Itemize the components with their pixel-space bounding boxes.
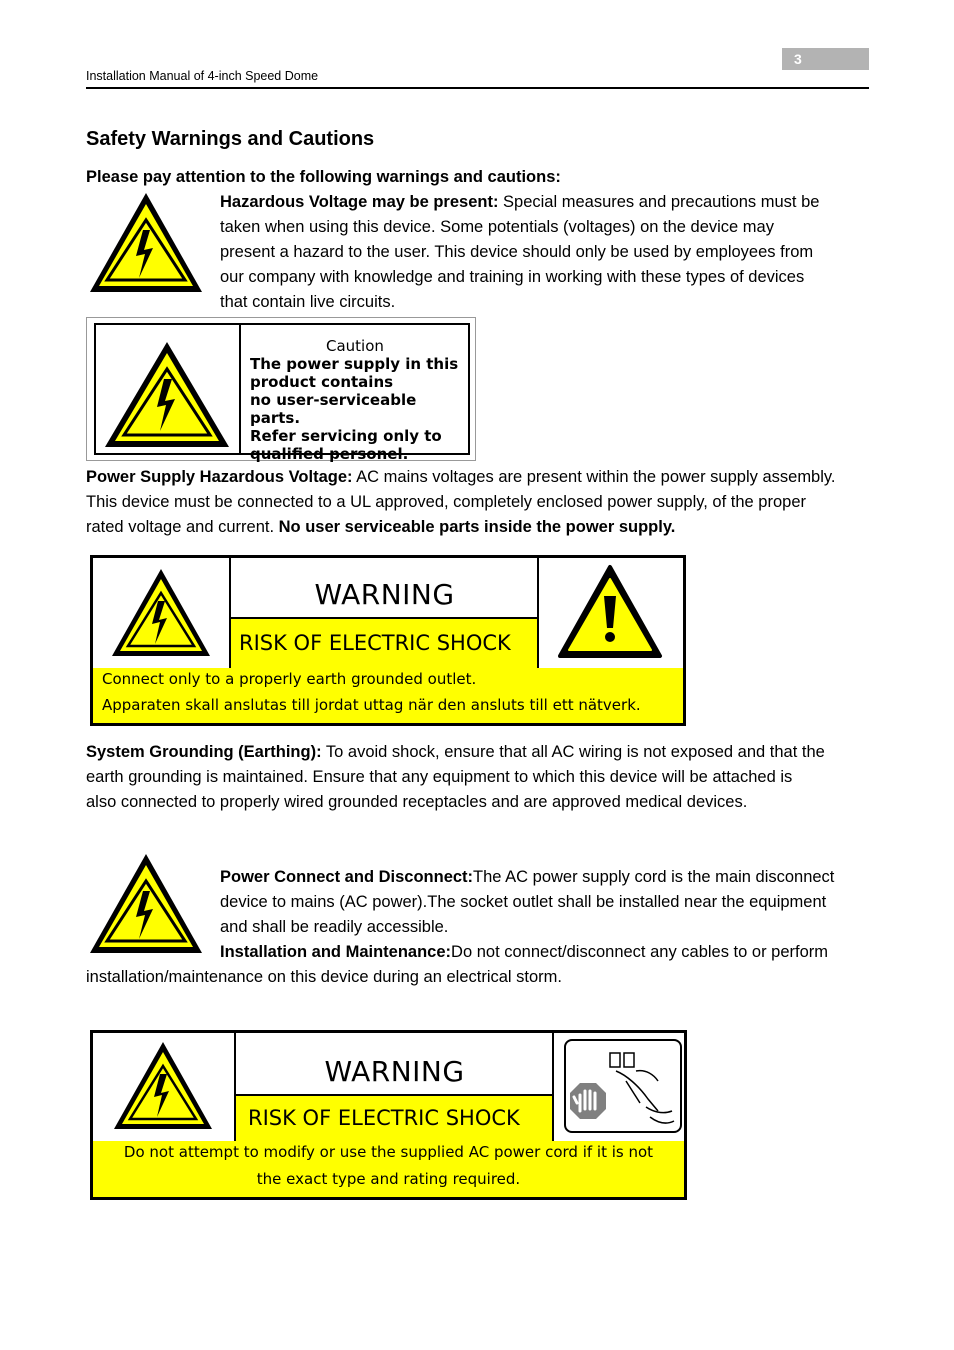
risk-of-shock-banner xyxy=(236,1096,553,1141)
header-rule xyxy=(86,87,869,89)
power-cord-note-line-1: Do not attempt to modify or use the supplied AC power cord if it is not xyxy=(123,1143,654,1161)
caution-line-2: product contains xyxy=(250,373,394,391)
grounding-line-2: earth grounding is maintained. Ensure that any equipment to which this device will be attached is xyxy=(86,768,793,786)
risk-text: RISK OF ELECTRIC SHOCK xyxy=(239,631,511,655)
grounding-label: System Grounding (Earthing): xyxy=(86,743,322,761)
hazardous-voltage-paragraph xyxy=(220,190,870,315)
power-connect-paragraph xyxy=(220,865,880,965)
high-voltage-triangle-icon xyxy=(109,566,213,660)
caution-label xyxy=(86,317,476,461)
caution-line-3: no user-serviceable parts. xyxy=(250,391,417,427)
hazardous-voltage-line-1: Special measures and precautions must be xyxy=(498,193,820,211)
hazardous-voltage-line-4: our company with knowledge and training in working with these types of devices xyxy=(220,268,805,286)
high-voltage-triangle-icon xyxy=(102,339,232,451)
warning-heading: WARNING xyxy=(324,1055,465,1088)
hazardous-voltage-label: Hazardous Voltage may be present: xyxy=(220,193,499,211)
caution-line-5: qualified personel. xyxy=(250,445,409,463)
installation-line-2: installation/maintenance on this device during an electrical storm. xyxy=(86,968,563,986)
stop-hand-plug-icon xyxy=(564,1039,682,1133)
caution-line-1: The power supply in this xyxy=(250,355,459,373)
power-cord-note-line-2: the exact type and rating required. xyxy=(256,1170,521,1188)
risk-of-shock-banner xyxy=(231,619,538,668)
power-supply-paragraph xyxy=(86,465,876,540)
risk-text: RISK OF ELECTRIC SHOCK xyxy=(248,1106,520,1130)
ground-note-banner xyxy=(93,668,683,723)
power-connect-line-2: device to mains (AC power).The socket outlet shall be installed near the equipment xyxy=(220,893,827,911)
hazardous-voltage-line-3: present a hazard to the user. This device should only be used by employees from xyxy=(220,243,814,261)
power-connect-line-3: and shall be readily accessible. xyxy=(220,918,449,936)
section-intro: Please pay attention to the following warnings and cautions: xyxy=(86,168,561,186)
grounding-line-1: To avoid shock, ensure that all AC wiring is not exposed and that the xyxy=(321,743,825,761)
caution-title: Caution xyxy=(326,337,384,355)
power-supply-line-3-bold: No user serviceable parts inside the power supply. xyxy=(278,518,676,536)
power-supply-line-3: rated voltage and current. xyxy=(86,518,279,536)
warning-sign-power-cord xyxy=(90,1030,687,1200)
ground-note-english: Connect only to a properly earth grounded outlet. xyxy=(102,670,477,688)
page-number: 3 xyxy=(794,51,802,67)
power-supply-label: Power Supply Hazardous Voltage: xyxy=(86,468,353,486)
caution-text xyxy=(250,355,468,463)
page-number-badge xyxy=(782,48,869,70)
power-connect-label: Power Connect and Disconnect: xyxy=(220,868,474,886)
section-title: Safety Warnings and Cautions xyxy=(86,128,375,150)
warning-heading: WARNING xyxy=(314,578,455,611)
installation-label: Installation and Maintenance: xyxy=(220,943,452,961)
high-voltage-triangle-icon xyxy=(87,190,205,296)
power-supply-line-2: This device must be connected to a UL approved, completely enclosed power supply, of the proper xyxy=(86,493,806,511)
grounding-line-3: also connected to properly wired grounded receptacles and are approved medical devices. xyxy=(86,793,748,811)
ground-note-swedish: Apparaten skall anslutas till jordat uttag när den ansluts till ett nätverk. xyxy=(102,696,641,714)
exclamation-triangle-icon xyxy=(557,564,663,660)
power-cord-note-banner xyxy=(93,1141,684,1197)
grounding-paragraph xyxy=(86,740,876,815)
high-voltage-triangle-icon xyxy=(87,851,205,957)
hazardous-voltage-line-2: taken when using this device. Some potentials (voltages) on the device may xyxy=(220,218,774,236)
warning-sign-ground xyxy=(90,555,686,726)
power-connect-line-1: The AC power supply cord is the main disconnect xyxy=(473,868,835,886)
hazardous-voltage-line-5: that contain live circuits. xyxy=(220,293,396,311)
manual-title: Installation Manual of 4-inch Speed Dome xyxy=(86,69,319,83)
caution-line-4: Refer servicing only to xyxy=(250,427,442,445)
power-supply-line-1: AC mains voltages are present within the power supply assembly. xyxy=(352,468,836,486)
installation-line-1: Do not connect/disconnect any cables to or perform xyxy=(451,943,829,961)
high-voltage-triangle-icon xyxy=(111,1039,215,1133)
